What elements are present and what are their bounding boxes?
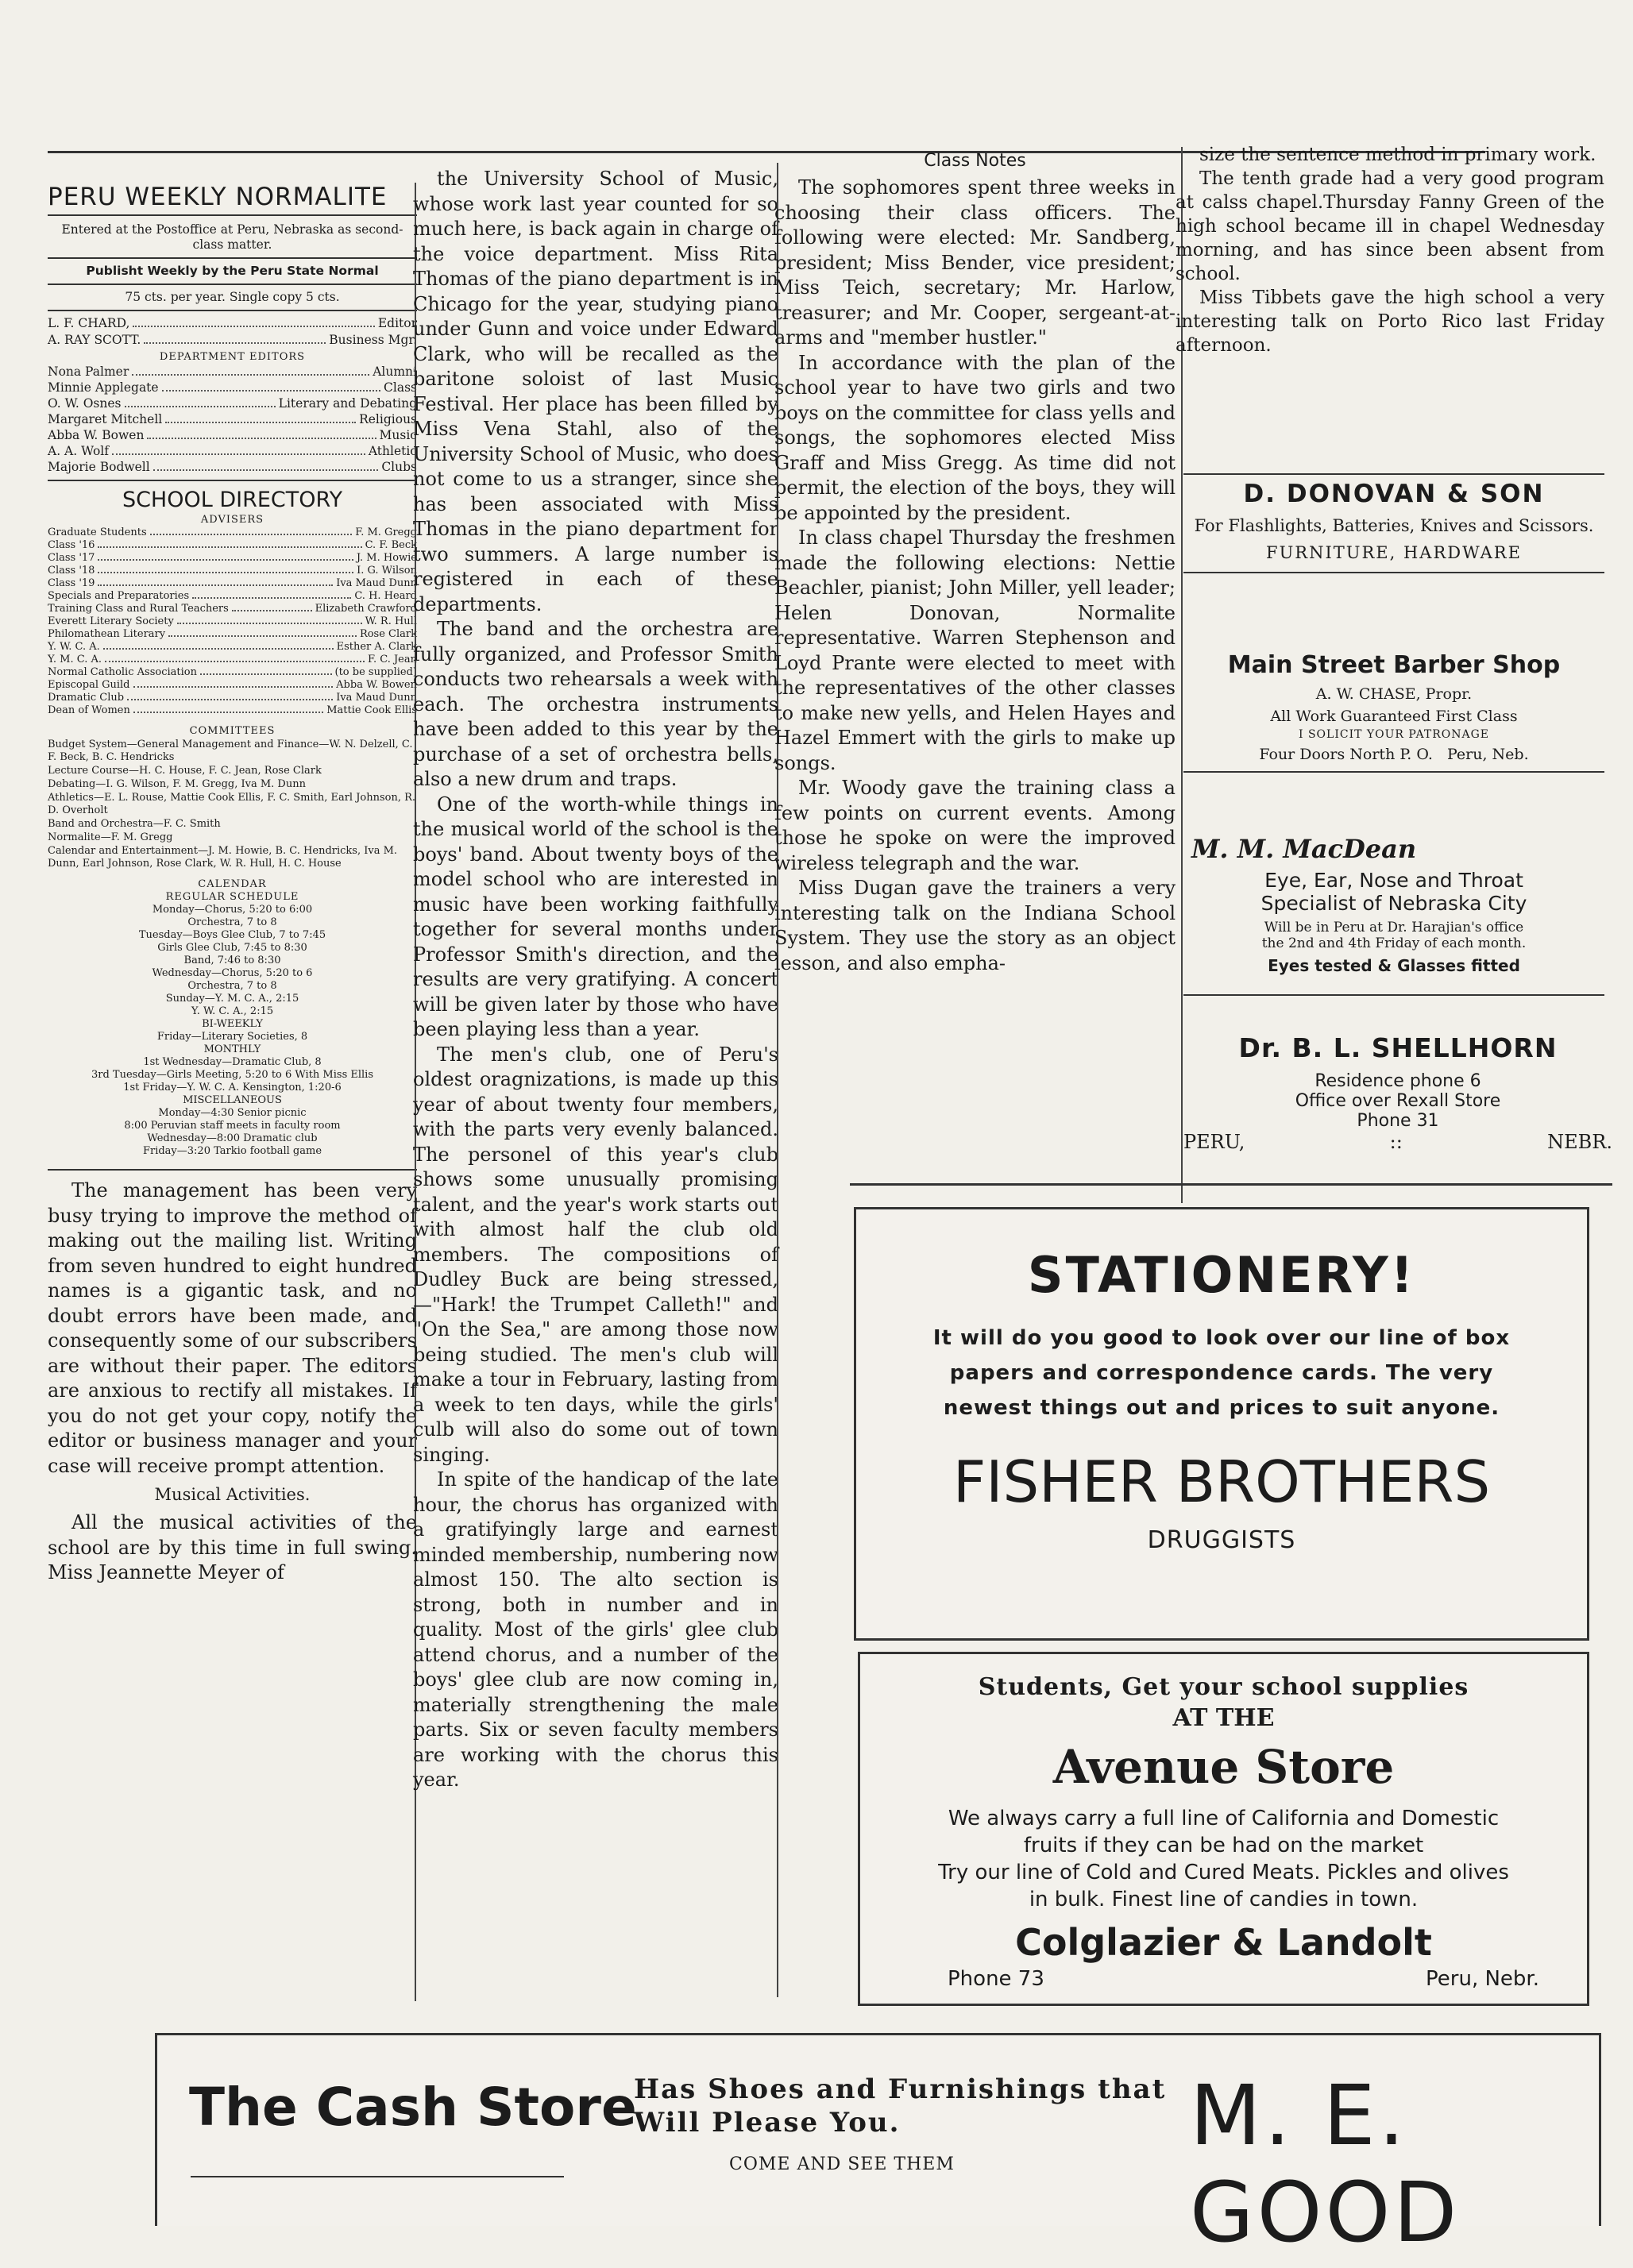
list-item-value: C. F. Beck	[365, 539, 417, 551]
list-item-label: A. A. Wolf	[48, 444, 110, 458]
dot-leader	[133, 679, 334, 688]
list-item: Y. W. C. A., 2:15	[191, 1005, 274, 1017]
dot-leader	[112, 444, 365, 455]
paragraph: One of the worth-while things in the musical world of the school is the boys' band. About twenty boys of the model school who are interested in music have been working faithfully together for several months under Professor Smith's direction, and the results are very gratifying. A concert will be given later by those who have been playing less than a year.	[413, 793, 778, 1040]
list-item-value: Class	[384, 380, 417, 395]
list-item-value: Elizabeth Crawford	[315, 603, 417, 615]
ad-avenue-phone: Phone 73	[948, 1967, 1044, 1991]
list-item	[48, 590, 417, 603]
list-item: 8:00 Peruvian staff meets in faculty room	[124, 1120, 341, 1132]
list-item	[48, 603, 417, 615]
list-item: Budget System—General Management and Finance—W. N. Delzell, C. F. Beck, B. C. Hendricks	[48, 739, 413, 763]
list-item	[48, 539, 417, 552]
list-item-label: Training Class and Rural Teachers	[48, 603, 229, 615]
directory-title: SCHOOL DIRECTORY	[122, 488, 343, 512]
advisers-list	[48, 526, 417, 717]
list-item-label: Normal Catholic Association	[48, 666, 197, 678]
list-item-value: Athletic	[368, 444, 417, 458]
list-item-label: Graduate Students	[48, 526, 147, 538]
list-item-value: J. M. Howie	[356, 552, 417, 564]
dot-leader	[150, 526, 353, 535]
list-item-label: Class '16	[48, 539, 95, 551]
list-item	[48, 552, 417, 565]
calendar-heading: CALENDAR	[198, 878, 267, 890]
ad-macdean-name: M. M. MacDean	[1191, 834, 1417, 864]
ad-donovan-line1: For Flashlights, Batteries, Knives and Scissors.	[1194, 516, 1594, 535]
ad-avenue-store	[858, 1652, 1589, 2006]
ad-cash-line1: Has Shoes and Furnishings that	[634, 2073, 1167, 2105]
dot-leader	[192, 590, 351, 599]
paragraph: Mr. Woody gave the training class a few points on current events. Among those he spoke on were the improved wireless telegraph and the war.	[774, 777, 1176, 874]
ad-donovan	[1183, 469, 1604, 578]
list-item-value: W. R. Hull	[365, 615, 417, 627]
list-item-label: Majorie Bodwell	[48, 460, 150, 474]
list-item-value: Iva Maud Dunn	[336, 577, 417, 589]
list-item-value: I. G. Wilson	[357, 565, 417, 577]
list-item-value: F. C. Jean	[367, 654, 417, 665]
list-item-label: Y. W. C. A.	[48, 641, 100, 653]
ad-avenue-line3: We always carry a full line of California and Domestic	[948, 1807, 1500, 1830]
ad-macdean	[1183, 834, 1604, 1001]
dot-leader	[232, 603, 312, 611]
masthead-title: PERU WEEKLY NORMALITE	[48, 183, 417, 216]
list-item: Lecture Course—H. C. House, F. C. Jean, Rose Clark	[48, 765, 322, 777]
list-item: Monday—4:30 Senior picnic	[158, 1107, 307, 1119]
list-item	[48, 704, 417, 717]
ad-macdean-line2: Specialist of Nebraska City	[1260, 892, 1527, 915]
list-item	[48, 641, 417, 654]
dot-leader	[168, 628, 357, 637]
ad-fisher-tagline: DRUGGISTS	[1147, 1526, 1296, 1554]
list-item-value: Alumni	[373, 364, 417, 379]
divider	[1183, 572, 1604, 573]
ad-avenue-owners: Colglazier & Landolt	[1015, 1921, 1432, 1964]
dot-leader	[132, 364, 369, 376]
dot-leader	[103, 641, 334, 650]
list-item-value: Esther A. Clark	[336, 641, 417, 653]
paragraph: the University School of Music, whose work last year counted for so much here, is back again in charge of the voice department. Miss Rita Thomas of the piano department is in Chicago for the year, studying piano under Gunn and voice under Edward Clark, who will be recalled as the baritone soloist of last Music Festival. Her place has been filled by Miss Vena Stahl, also of the University School of Music, who does not come to us a stranger, since she has been associated with Miss Thomas in the piano department for two summers. A large number is registered in each of these departments.	[413, 168, 778, 615]
list-item	[48, 316, 417, 331]
list-item-value: Editor	[377, 316, 417, 330]
ad-avenue-footer	[860, 1967, 1587, 1991]
ad-donovan-name: D. DONOVAN & SON	[1243, 480, 1545, 508]
article-management	[48, 1178, 417, 1479]
ad-shellhorn-sep: ::	[1389, 1131, 1403, 1153]
ad-avenue-name: Avenue Store	[1052, 1740, 1395, 1794]
list-item	[48, 412, 417, 427]
paragraph: Miss Dugan gave the trainers a very interesting talk on the Indiana School System. They use the story as an object lesson, and also empha-	[774, 877, 1176, 974]
paragraph: The tenth grade had a very good program at calss chapel.Thursday Fanny Green of the high school became ill in chapel Wednesday morning, and has since been absent from school.	[1176, 168, 1604, 284]
list-item: Wednesday—Chorus, 5:20 to 6	[152, 967, 313, 979]
list-item: Band, 7:46 to 8:30	[183, 955, 281, 966]
ad-donovan-line2: FURNITURE, HARDWARE	[1266, 543, 1522, 562]
dot-leader	[98, 565, 353, 573]
list-item: Normalite—F. M. Gregg	[48, 831, 173, 843]
list-item-label: Dean of Women	[48, 704, 130, 716]
regular-schedule-list	[48, 904, 417, 1018]
advisers-heading: ADVISERS	[200, 514, 264, 526]
list-item	[48, 692, 417, 704]
list-item: Orchestra, 7 to 8	[187, 916, 277, 928]
column-1	[48, 183, 417, 1586]
divider	[1183, 994, 1604, 996]
list-item	[48, 615, 417, 628]
ad-fisher-line2: papers and correspondence cards. The very	[949, 1361, 1494, 1385]
ad-macdean-line1: Eye, Ear, Nose and Throat	[1264, 869, 1523, 892]
list-item-label: L. F. CHARD,	[48, 316, 130, 330]
list-item: 3rd Tuesday—Girls Meeting, 5:20 to 6 With Miss Ellis	[91, 1069, 374, 1081]
list-item	[48, 666, 417, 679]
ad-macdean-line5: Eyes tested & Glasses fitted	[1268, 956, 1520, 975]
list-item: 1st Friday—Y. W. C. A. Kensington, 1:20-6	[123, 1082, 342, 1094]
column-4	[1176, 143, 1604, 357]
ad-avenue-line2: AT THE	[1172, 1704, 1275, 1732]
ad-macdean-line3: Will be in Peru at Dr. Harajian's office	[1264, 920, 1524, 935]
ad-avenue-line1: Students, Get your school supplies	[978, 1673, 1469, 1701]
ad-barber-line2: I SOLICIT YOUR PATRONAGE	[1298, 728, 1489, 741]
list-item	[48, 526, 417, 539]
paragraph: Miss Tibbets gave the high school a very interesting talk on Porto Rico last Friday afternoon.	[1176, 287, 1604, 356]
paragraph: size the sentence method in primary work.	[1199, 145, 1596, 165]
list-item-label: Class '17	[48, 552, 95, 564]
ad-fisher-brothers	[854, 1207, 1589, 1641]
list-item-value: Iva Maud Dunn	[336, 692, 417, 704]
dot-leader	[147, 428, 376, 439]
dot-leader	[153, 460, 379, 471]
list-item	[48, 565, 417, 577]
dot-leader	[127, 692, 333, 700]
list-item-label: Margaret Mitchell	[48, 412, 163, 426]
dot-leader	[133, 316, 374, 327]
masthead-entered: Entered at the Postoffice at Peru, Nebraska as second-class matter.	[61, 222, 403, 252]
ad-cash-owner: M. E. GOOD	[1190, 2067, 1461, 2261]
list-item	[48, 654, 417, 666]
list-item-value: Music	[379, 428, 417, 442]
ad-shellhorn	[1183, 1032, 1612, 1153]
ad-avenue-line6: in bulk. Finest line of candies in town.	[1029, 1888, 1419, 1911]
list-item: Girls Glee Club, 7:45 to 8:30	[157, 942, 307, 954]
paragraph: In class chapel Thursday the freshmen made the following elections: Nettie Beachler, pianist; John Miller, yell leader; Helen Donovan, Normalite representative. Warren Stephenson and Loyd Prante were elected to meet with the representatives of the other classes to make new yells, and Helen Hayes and Hazel Emmert with the girls to make up songs.	[774, 526, 1176, 774]
ad-cash-line3: COME AND SEE THEM	[729, 2154, 955, 2174]
divider	[48, 480, 417, 481]
regular-heading: REGULAR SCHEDULE	[165, 891, 299, 903]
article-high-school-notes	[1176, 143, 1604, 357]
ad-cash-line2: Will Please You.	[634, 2107, 901, 2139]
ad-fisher-headline: STATIONERY!	[1027, 1246, 1416, 1304]
ad-barber-address	[1183, 746, 1604, 763]
article-musical-continued	[413, 167, 778, 1793]
list-item: 1st Wednesday—Dramatic Club, 8	[143, 1056, 322, 1068]
list-item: Debating—I. G. Wilson, F. M. Gregg, Iva M. Dunn	[48, 778, 306, 790]
list-item-value: Rose Clark	[359, 628, 417, 640]
list-item	[48, 444, 417, 459]
dot-leader	[105, 654, 365, 662]
list-item	[48, 333, 417, 348]
list-item-label: A. RAY SCOTT.	[48, 333, 141, 347]
dot-leader	[98, 539, 361, 548]
list-item-label: Philomathean Literary	[48, 628, 166, 640]
list-item-value: (to be supplied)	[334, 666, 417, 678]
divider	[48, 284, 417, 285]
list-item-label: Y. M. C. A.	[48, 654, 102, 665]
list-item-value: C. H. Heard	[354, 590, 417, 602]
ad-barber-line3: Four Doors North P. O.	[1259, 746, 1433, 763]
dot-leader	[98, 577, 333, 586]
paragraph: The band and the orchestra are fully organized, and Professor Smith conducts two rehearsals a week with each. The orchestra instruments have been added to this year by the purchase of a set of orchestra bells, also a new drum and traps.	[413, 618, 778, 790]
ad-avenue-line5: Try our line of Cold and Cured Meats. Pickles and olives	[938, 1861, 1509, 1884]
list-item-label: Class '19	[48, 577, 95, 589]
ad-shellhorn-line2: Office over Rexall Store	[1295, 1091, 1501, 1111]
list-item-value: Mattie Cook Ellis	[326, 704, 417, 716]
misc-heading: MISCELLANEOUS	[183, 1094, 282, 1106]
ad-fisher-name: FISHER BROTHERS	[952, 1448, 1491, 1515]
dot-leader	[162, 380, 380, 392]
paragraph: All the musical activities of the school are by this time in full swing. Miss Jeannette Meyer of	[48, 1511, 417, 1583]
section-rule	[850, 1183, 1612, 1186]
ad-fisher-line3: newest things out and prices to suit anyone.	[943, 1396, 1500, 1420]
ad-avenue-place: Peru, Nebr.	[1426, 1967, 1539, 1991]
list-item-label: Abba W. Bowen	[48, 428, 145, 442]
list-item: Wednesday—8:00 Dramatic club	[147, 1132, 318, 1144]
list-item: Athletics—E. L. Rouse, Mattie Cook Ellis, F. C. Smith, Earl Johnson, R. D. Overholt	[48, 792, 416, 816]
list-item-label: Minnie Applegate	[48, 380, 159, 395]
list-item	[48, 380, 417, 395]
divider	[48, 1169, 417, 1171]
misc-list	[48, 1107, 417, 1158]
list-item: Friday—3:20 Tarkio football game	[142, 1145, 322, 1157]
monthly-heading: MONTHLY	[203, 1043, 261, 1055]
masthead-published: Publisht Weekly by the Peru State Normal	[86, 264, 379, 278]
divider	[1183, 473, 1604, 475]
paragraph: The men's club, one of Peru's oldest oragnizations, is made up this year of about twenty four members, with the parts very evenly balanced. The personel of this year's club shows some unusually promising talent, and the year's work starts out with almost half the club old members. The compositions of Dudley Buck are being stressed,—"Hark! the Trumpet Calleth!" and "On the Sea," are among those now being studied. The men's club will make a tour in February, lasting from a week to ten days, while the girls' culb will also do some out of town singing.	[413, 1043, 778, 1466]
ad-shellhorn-line3: Phone 31	[1357, 1111, 1439, 1131]
committees-list	[48, 739, 417, 870]
list-item-value: Abba W. Bowen	[336, 679, 417, 691]
list-item-label: Everett Literary Society	[48, 615, 174, 627]
ad-cash-store	[155, 2033, 1601, 2261]
list-item-label: Specials and Preparatories	[48, 590, 190, 602]
list-item-label: O. W. Osnes	[48, 396, 122, 411]
dot-leader	[133, 704, 323, 713]
ad-shellhorn-name: Dr. B. L. SHELLHORN	[1238, 1032, 1558, 1063]
department-editors-heading: DEPARTMENT EDITORS	[159, 351, 306, 363]
ad-fisher-line1: It will do you good to look over our line of box	[932, 1326, 1511, 1350]
ad-shellhorn-city: PERU,	[1183, 1131, 1245, 1153]
list-item	[48, 577, 417, 590]
paragraph: The management has been very busy trying to improve the method of making out the mailing list. Writing from seven hundred to eight hundred names is a gigantic task, and no doubt errors have been made, and consequently some of our subscribers are without their paper. The editors are anxious to rectify all mistakes. If you do not get your copy, notify the editor or business manager and your case will receive prompt attention.	[48, 1179, 417, 1477]
list-item-label: Class '18	[48, 565, 95, 577]
ad-shellhorn-location	[1183, 1131, 1612, 1153]
dot-leader	[165, 412, 356, 423]
list-item-value: F. M. Gregg	[355, 526, 417, 538]
list-item	[48, 396, 417, 411]
list-item	[48, 460, 417, 475]
list-item-value: Religious	[359, 412, 417, 426]
dot-leader	[177, 615, 362, 624]
ad-barber-line1: All Work Guaranteed First Class	[1270, 708, 1518, 725]
list-item-label: Nona Palmer	[48, 364, 129, 379]
list-item: Tuesday—Boys Glee Club, 7 to 7:45	[138, 929, 326, 941]
divider	[1183, 771, 1604, 773]
column-3	[774, 151, 1176, 976]
list-item: Orchestra, 7 to 8	[187, 980, 277, 992]
paragraph: The sophomores spent three weeks in choosing their class officers. The following were elected: Mr. Sandberg, president; Miss Bender, vice president; Miss Teich, secretary; Mr. Harlow, treasurer; and Mr. Cooper, sergeant-at-arms and "member hustler."	[774, 176, 1176, 349]
ad-shellhorn-state: NEBR.	[1547, 1131, 1612, 1153]
list-item: Monday—Chorus, 5:20 to 6:00	[152, 904, 313, 916]
rule	[191, 2176, 564, 2177]
list-item-value: Clubs	[381, 460, 417, 474]
list-item: Friday—Literary Societies, 8	[156, 1031, 308, 1043]
committees-heading: COMMITTEES	[189, 725, 276, 737]
dot-leader	[200, 666, 332, 675]
monthly-list	[48, 1056, 417, 1094]
list-item-value: Business Mgr.	[329, 333, 417, 347]
list-item-label: Episcopal Guild	[48, 679, 130, 691]
list-item	[48, 679, 417, 692]
paragraph: In accordance with the plan of the school year to have two girls and two boys on the committee for class yells and songs, the sophomores elected Miss Graff and Miss Gregg. As time did not permit, the election of the boys, they will be appointed by the president.	[774, 351, 1176, 524]
list-item	[48, 628, 417, 641]
biweekly-list	[48, 1031, 417, 1043]
ad-cash-name: The Cash Store	[189, 2077, 637, 2138]
column-2	[413, 167, 778, 1793]
list-item: Sunday—Y. M. C. A., 2:15	[165, 993, 299, 1005]
biweekly-heading: BI-WEEKLY	[202, 1018, 263, 1030]
divider	[48, 257, 417, 259]
paragraph: In spite of the handicap of the late hour, the chorus has organized with a gratifyingly large and earnest minded membership, numbering now almost 150. The alto section is strong, both in number and in quality. Most of the girls' glee club attend chorus, and a number of the boys' glee club are now coming in, materially strengthening the male parts. Six or seven faculty members are working with the chorus this year.	[413, 1468, 778, 1791]
staff-list	[48, 316, 417, 348]
dot-leader	[144, 333, 326, 344]
musical-activities-title: Musical Activities.	[154, 1485, 311, 1504]
department-editors-list	[48, 364, 417, 475]
article-class-notes	[774, 176, 1176, 976]
dot-leader	[125, 396, 276, 407]
list-item-value: Literary and Debating	[278, 396, 417, 411]
ad-barber-owner: A. W. CHASE, Propr.	[1315, 685, 1473, 703]
list-item	[48, 364, 417, 380]
ad-barber-name: Main Street Barber Shop	[1227, 651, 1561, 679]
ad-barber-line4: Peru, Neb.	[1446, 746, 1529, 763]
list-item: Calendar and Entertainment—J. M. Howie, B. C. Hendricks, Iva M. Dunn, Earl Johnson, Rose Clark, W. R. Hull, H. C. House	[48, 845, 398, 870]
dot-leader	[98, 552, 353, 561]
ad-avenue-line4: fruits if they can be had on the market	[1023, 1834, 1424, 1857]
list-item-label: Dramatic Club	[48, 692, 125, 704]
list-item: Band and Orchestra—F. C. Smith	[48, 818, 221, 830]
ad-macdean-line4: the 2nd and 4th Friday of each month.	[1261, 935, 1527, 951]
ad-barber	[1183, 651, 1604, 777]
ad-shellhorn-line1: Residence phone 6	[1315, 1071, 1481, 1091]
article-musical-intro	[48, 1510, 417, 1586]
list-item	[48, 428, 417, 443]
masthead-price: 75 cts. per year. Single copy 5 cts.	[125, 290, 340, 304]
divider	[48, 310, 417, 311]
class-notes-title: Class Notes	[924, 151, 1026, 171]
